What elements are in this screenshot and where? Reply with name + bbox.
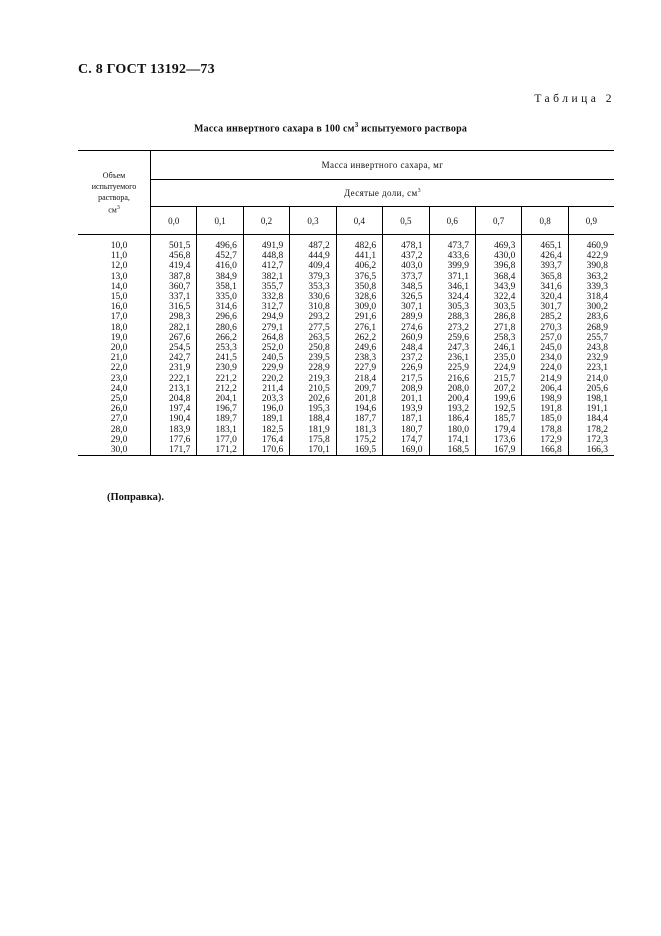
column-header: 0,1 bbox=[197, 207, 243, 235]
mass-cell: 249,6 bbox=[336, 343, 382, 353]
mass-cell: 237,2 bbox=[383, 353, 429, 363]
mass-cell: 298,3 bbox=[151, 312, 197, 322]
mass-cell: 393,7 bbox=[522, 261, 568, 271]
mass-cell: 166,8 bbox=[522, 445, 568, 456]
mass-cell: 224,0 bbox=[522, 363, 568, 373]
mass-cell: 213,1 bbox=[151, 384, 197, 394]
table-title-main: Масса инвертного сахара в 100 см bbox=[193, 123, 355, 135]
mass-cell: 222,1 bbox=[151, 374, 197, 384]
mass-cell: 184,4 bbox=[586, 414, 608, 425]
mass-cell: 175,8 bbox=[290, 435, 336, 445]
mass-cell: 191,1 bbox=[586, 404, 608, 415]
mass-cell: 255,7 bbox=[586, 332, 608, 343]
column-header: 0,5 bbox=[383, 207, 429, 235]
table-row bbox=[78, 445, 614, 456]
mass-cell: 274,6 bbox=[383, 323, 429, 333]
mass-cell: 343,9 bbox=[475, 282, 521, 292]
mass-cell: 310,8 bbox=[290, 302, 336, 312]
mass-cell: 183,9 bbox=[151, 425, 197, 435]
column-header: 0,4 bbox=[336, 207, 382, 235]
mass-cell: 176,4 bbox=[243, 435, 289, 445]
mass-cell: 277,5 bbox=[290, 323, 336, 333]
mass-cell: 177,6 bbox=[151, 435, 197, 445]
mass-cell: 211,4 bbox=[243, 384, 289, 394]
mass-cell: 177,0 bbox=[197, 435, 243, 445]
mass-cell: 169,5 bbox=[336, 445, 382, 456]
mass-cell: 288,3 bbox=[429, 312, 475, 322]
mass-cell: 373,7 bbox=[383, 272, 429, 282]
volume-cell: 23,0 bbox=[78, 374, 151, 384]
mass-cell: 206,4 bbox=[522, 384, 568, 394]
mass-cell: 174,1 bbox=[429, 435, 475, 445]
mass-cell: 379,3 bbox=[290, 272, 336, 282]
tenths-subheader bbox=[151, 180, 615, 207]
mass-cell: 318,4 bbox=[586, 292, 608, 303]
column-header: 0,6 bbox=[429, 207, 475, 235]
mass-cell: 168,5 bbox=[429, 445, 475, 456]
mass-cell: 264,8 bbox=[243, 333, 289, 343]
mass-cell: 433,6 bbox=[429, 251, 475, 261]
volume-cell: 22,0 bbox=[78, 363, 151, 373]
mass-cell: 187,1 bbox=[383, 414, 429, 424]
mass-cell: 215,7 bbox=[475, 374, 521, 384]
volume-cell: 16,0 bbox=[78, 302, 151, 312]
mass-cell: 263,5 bbox=[290, 333, 336, 343]
mass-cell: 253,3 bbox=[197, 343, 243, 353]
mass-cell: 328,6 bbox=[336, 292, 382, 302]
mass-cell: 268,9 bbox=[586, 322, 608, 333]
mass-cell: 368,4 bbox=[475, 272, 521, 282]
stub-header-line: раствора, bbox=[98, 192, 130, 202]
mass-cell: 198,1 bbox=[586, 394, 608, 405]
mass-cell: 200,4 bbox=[429, 394, 475, 404]
tenths-subheader-superscript: 3 bbox=[417, 188, 422, 194]
table-row bbox=[78, 282, 614, 292]
table-row bbox=[78, 374, 614, 384]
table-row bbox=[78, 333, 614, 343]
mass-cell: 241,5 bbox=[197, 353, 243, 363]
mass-cell: 187,7 bbox=[336, 414, 382, 424]
mass-cell: 196,0 bbox=[243, 404, 289, 414]
mass-cell: 482,6 bbox=[336, 235, 382, 252]
mass-cell: 201,1 bbox=[383, 394, 429, 404]
mass-cell: 330,6 bbox=[290, 292, 336, 302]
column-header: 0,7 bbox=[475, 207, 521, 235]
mass-cell: 194,6 bbox=[336, 404, 382, 414]
mass-cell: 226,9 bbox=[383, 363, 429, 373]
volume-cell: 26,0 bbox=[78, 404, 151, 414]
mass-cell: 170,1 bbox=[290, 445, 336, 456]
table-row bbox=[78, 435, 614, 445]
mass-cell: 167,9 bbox=[475, 445, 521, 456]
mass-cell: 309,0 bbox=[336, 302, 382, 312]
mass-cell: 191,8 bbox=[522, 404, 568, 414]
mass-cell: 301,7 bbox=[522, 302, 568, 312]
mass-cell: 312,7 bbox=[243, 302, 289, 312]
mass-cell: 196,7 bbox=[197, 404, 243, 414]
mass-cell: 382,1 bbox=[243, 272, 289, 282]
mass-cell: 305,3 bbox=[429, 302, 475, 312]
mass-cell: 437,2 bbox=[383, 251, 429, 261]
mass-cell: 192,5 bbox=[475, 404, 521, 414]
mass-cell: 172,9 bbox=[522, 435, 568, 445]
mass-cell: 230,9 bbox=[197, 363, 243, 373]
column-header: 0,9 bbox=[568, 207, 614, 235]
mass-cell: 339,3 bbox=[586, 281, 608, 292]
mass-cell: 199,6 bbox=[475, 394, 521, 404]
mass-cell: 267,6 bbox=[151, 333, 197, 343]
mass-cell: 448,8 bbox=[243, 251, 289, 261]
mass-cell: 456,8 bbox=[151, 251, 197, 261]
mass-cell: 201,8 bbox=[336, 394, 382, 404]
mass-cell: 180,0 bbox=[429, 425, 475, 435]
mass-cell: 181,3 bbox=[336, 425, 382, 435]
table-row bbox=[78, 272, 614, 282]
mass-cell: 332,8 bbox=[243, 292, 289, 302]
volume-column-header bbox=[78, 151, 151, 235]
mass-cell: 501,5 bbox=[151, 235, 197, 252]
volume-cell: 17,0 bbox=[78, 312, 151, 322]
table-row bbox=[78, 353, 614, 363]
mass-cell: 183,1 bbox=[197, 425, 243, 435]
mass-cell: 280,6 bbox=[197, 323, 243, 333]
mass-cell: 170,6 bbox=[243, 445, 289, 456]
mass-cell: 363,2 bbox=[586, 271, 608, 282]
table-row bbox=[78, 363, 614, 373]
mass-cell: 193,2 bbox=[429, 404, 475, 414]
mass-cell: 271,8 bbox=[475, 323, 521, 333]
mass-cell: 419,4 bbox=[151, 261, 197, 271]
mass-cell: 314,6 bbox=[197, 302, 243, 312]
table-row bbox=[78, 384, 614, 394]
volume-cell: 11,0 bbox=[78, 251, 151, 261]
mass-cell: 185,0 bbox=[522, 414, 568, 424]
stub-header-line bbox=[80, 203, 148, 216]
mass-cell: 348,5 bbox=[383, 282, 429, 292]
mass-cell: 293,2 bbox=[290, 312, 336, 322]
mass-cell: 322,4 bbox=[475, 292, 521, 302]
mass-cell: 182,5 bbox=[243, 425, 289, 435]
table-label: Таблица 2 bbox=[534, 93, 615, 105]
mass-cell: 207,2 bbox=[475, 384, 521, 394]
stub-header-superscript: 3 bbox=[116, 204, 120, 211]
mass-cell: 172,3 bbox=[586, 434, 608, 445]
volume-cell: 25,0 bbox=[78, 394, 151, 404]
mass-cell: 406,2 bbox=[336, 261, 382, 271]
volume-cell: 30,0 bbox=[78, 445, 151, 456]
mass-cell: 195,3 bbox=[290, 404, 336, 414]
amendment-note: (Поправка). bbox=[107, 492, 164, 503]
column-header: 0,0 bbox=[151, 207, 197, 235]
mass-cell: 262,2 bbox=[336, 333, 382, 343]
mass-cell: 341,6 bbox=[522, 282, 568, 292]
mass-cell: 173,6 bbox=[475, 435, 521, 445]
volume-cell: 10,0 bbox=[78, 235, 151, 252]
table-row bbox=[78, 394, 614, 404]
volume-cell: 28,0 bbox=[78, 425, 151, 435]
volume-cell: 24,0 bbox=[78, 384, 151, 394]
mass-cell: 282,1 bbox=[151, 323, 197, 333]
mass-cell: 219,3 bbox=[290, 374, 336, 384]
mass-cell: 189,1 bbox=[243, 414, 289, 424]
mass-cell: 238,3 bbox=[336, 353, 382, 363]
mass-cell: 346,1 bbox=[429, 282, 475, 292]
mass-cell: 259,6 bbox=[429, 333, 475, 343]
mass-cell: 243,8 bbox=[586, 343, 608, 354]
mass-cell: 204,1 bbox=[197, 394, 243, 404]
mass-cell: 216,6 bbox=[429, 374, 475, 384]
volume-cell: 27,0 bbox=[78, 414, 151, 424]
mass-cell: 396,8 bbox=[475, 261, 521, 271]
mass-cell: 223,1 bbox=[586, 363, 608, 374]
mass-cell: 175,2 bbox=[336, 435, 382, 445]
mass-cell: 390,8 bbox=[586, 261, 608, 272]
mass-cell: 358,1 bbox=[197, 282, 243, 292]
mass-cell: 166,3 bbox=[568, 445, 614, 456]
mass-cell: 353,3 bbox=[290, 282, 336, 292]
mass-cell: 403,0 bbox=[383, 261, 429, 271]
volume-cell: 20,0 bbox=[78, 343, 151, 353]
mass-cell: 387,8 bbox=[151, 272, 197, 282]
mass-cell: 460,9 bbox=[586, 241, 608, 251]
mass-cell: 371,1 bbox=[429, 272, 475, 282]
mass-cell: 422,9 bbox=[586, 251, 608, 262]
table-row bbox=[78, 343, 614, 353]
mass-cell: 254,5 bbox=[151, 343, 197, 353]
mass-cell: 205,6 bbox=[586, 383, 608, 394]
mass-cell: 214,9 bbox=[522, 374, 568, 384]
volume-cell: 12,0 bbox=[78, 261, 151, 271]
mass-cell: 276,1 bbox=[336, 323, 382, 333]
mass-cell: 246,1 bbox=[475, 343, 521, 353]
stub-header-unit: см bbox=[108, 205, 117, 215]
mass-cell: 426,4 bbox=[522, 251, 568, 261]
mass-cell: 188,4 bbox=[290, 414, 336, 424]
mass-cell: 289,9 bbox=[383, 312, 429, 322]
mass-cell: 221,2 bbox=[197, 374, 243, 384]
mass-cell: 185,7 bbox=[475, 414, 521, 424]
mass-cell: 220,2 bbox=[243, 374, 289, 384]
mass-cell: 452,7 bbox=[197, 251, 243, 261]
mass-cell: 178,2 bbox=[586, 424, 608, 435]
mass-cell: 232,9 bbox=[586, 353, 608, 364]
mass-cell: 273,2 bbox=[429, 323, 475, 333]
column-header: 0,3 bbox=[290, 207, 336, 235]
mass-cell: 360,7 bbox=[151, 282, 197, 292]
mass-cell: 208,9 bbox=[383, 384, 429, 394]
mass-cell: 242,7 bbox=[151, 353, 197, 363]
mass-cell: 229,9 bbox=[243, 363, 289, 373]
mass-cell: 473,7 bbox=[429, 235, 475, 252]
mass-cell: 248,4 bbox=[383, 343, 429, 353]
mass-cell: 283,6 bbox=[586, 312, 608, 323]
mass-cell: 384,9 bbox=[197, 272, 243, 282]
mass-cell: 178,8 bbox=[522, 425, 568, 435]
mass-cell: 307,1 bbox=[383, 302, 429, 312]
mass-cell: 198,9 bbox=[522, 394, 568, 404]
mass-group-header: Масса инвертного сахара, мг bbox=[151, 151, 615, 180]
mass-cell: 286,8 bbox=[475, 312, 521, 322]
tenths-subheader-text: Десятые доли, см bbox=[343, 188, 418, 198]
mass-cell: 252,0 bbox=[243, 343, 289, 353]
mass-cell: 469,3 bbox=[475, 235, 521, 252]
table-row bbox=[78, 312, 614, 322]
mass-cell: 487,2 bbox=[290, 235, 336, 252]
table-row bbox=[78, 235, 614, 252]
volume-cell: 21,0 bbox=[78, 353, 151, 363]
mass-cell: 210,5 bbox=[290, 384, 336, 394]
mass-cell: 496,6 bbox=[197, 235, 243, 252]
table-row bbox=[78, 251, 614, 261]
mass-cell: 444,9 bbox=[290, 251, 336, 261]
mass-cell: 239,5 bbox=[290, 353, 336, 363]
column-header: 0,8 bbox=[522, 207, 568, 235]
mass-cell: 231,9 bbox=[151, 363, 197, 373]
mass-cell: 285,2 bbox=[522, 312, 568, 322]
mass-cell: 180,7 bbox=[383, 425, 429, 435]
volume-cell: 14,0 bbox=[78, 282, 151, 292]
mass-cell: 416,0 bbox=[197, 261, 243, 271]
table-row bbox=[78, 404, 614, 414]
mass-cell: 365,8 bbox=[522, 272, 568, 282]
mass-cell: 214,0 bbox=[586, 373, 608, 384]
page-header: С. 8 ГОСТ 13192—73 bbox=[78, 62, 215, 77]
mass-cell: 212,2 bbox=[197, 384, 243, 394]
volume-cell: 13,0 bbox=[78, 272, 151, 282]
table-row bbox=[78, 302, 614, 312]
mass-cell: 430,0 bbox=[475, 251, 521, 261]
mass-cell: 186,4 bbox=[429, 414, 475, 424]
mass-cell: 291,6 bbox=[336, 312, 382, 322]
mass-cell: 258,3 bbox=[475, 333, 521, 343]
table-title-tail: испытуемого раствора bbox=[358, 123, 468, 135]
mass-cell: 441,1 bbox=[336, 251, 382, 261]
mass-cell: 193,9 bbox=[383, 404, 429, 414]
mass-cell: 260,9 bbox=[383, 333, 429, 343]
volume-cell: 15,0 bbox=[78, 292, 151, 302]
mass-cell: 250,8 bbox=[290, 343, 336, 353]
mass-cell: 208,0 bbox=[429, 384, 475, 394]
mass-cell: 355,7 bbox=[243, 282, 289, 292]
table-title-superscript: 3 bbox=[354, 121, 359, 129]
mass-cell: 296,6 bbox=[197, 312, 243, 322]
mass-cell: 236,1 bbox=[429, 353, 475, 363]
mass-cell: 235,0 bbox=[475, 353, 521, 363]
mass-cell: 337,1 bbox=[151, 292, 197, 302]
mass-cell: 412,7 bbox=[243, 261, 289, 271]
mass-cell: 204,8 bbox=[151, 394, 197, 404]
stub-header-line: испытуемого bbox=[91, 181, 137, 191]
mass-cell: 218,4 bbox=[336, 374, 382, 384]
table-row bbox=[78, 261, 614, 271]
volume-cell: 29,0 bbox=[78, 435, 151, 445]
mass-cell: 294,9 bbox=[243, 312, 289, 322]
mass-cell: 179,4 bbox=[475, 425, 521, 435]
column-header: 0,2 bbox=[243, 207, 289, 235]
mass-cell: 316,5 bbox=[151, 302, 197, 312]
table-title bbox=[0, 121, 661, 134]
mass-cell: 257,0 bbox=[522, 333, 568, 343]
mass-cell: 303,5 bbox=[475, 302, 521, 312]
mass-cell: 228,9 bbox=[290, 363, 336, 373]
table-row bbox=[78, 414, 614, 424]
mass-cell: 181,9 bbox=[290, 425, 336, 435]
mass-cell: 189,7 bbox=[197, 414, 243, 424]
mass-cell: 409,4 bbox=[290, 261, 336, 271]
mass-cell: 335,0 bbox=[197, 292, 243, 302]
mass-cell: 169,0 bbox=[383, 445, 429, 456]
table-row bbox=[78, 323, 614, 333]
mass-cell: 324,4 bbox=[429, 292, 475, 302]
sugar-mass-table bbox=[78, 150, 614, 456]
mass-cell: 279,1 bbox=[243, 323, 289, 333]
mass-cell: 266,2 bbox=[197, 333, 243, 343]
mass-cell: 225,9 bbox=[429, 363, 475, 373]
mass-cell: 190,4 bbox=[151, 414, 197, 424]
mass-cell: 320,4 bbox=[522, 292, 568, 302]
mass-cell: 234,0 bbox=[522, 353, 568, 363]
mass-cell: 300,2 bbox=[586, 302, 608, 313]
mass-cell: 171,2 bbox=[197, 445, 243, 456]
mass-cell: 245,0 bbox=[522, 343, 568, 353]
mass-cell: 227,9 bbox=[336, 363, 382, 373]
mass-cell: 240,5 bbox=[243, 353, 289, 363]
mass-cell: 350,8 bbox=[336, 282, 382, 292]
volume-cell: 19,0 bbox=[78, 333, 151, 343]
mass-cell: 491,9 bbox=[243, 235, 289, 252]
mass-cell: 376,5 bbox=[336, 272, 382, 282]
mass-cell: 217,5 bbox=[383, 374, 429, 384]
mass-cell: 465,1 bbox=[522, 235, 568, 252]
volume-cell: 18,0 bbox=[78, 323, 151, 333]
mass-cell: 326,5 bbox=[383, 292, 429, 302]
mass-cell: 224,9 bbox=[475, 363, 521, 373]
stub-header-line: Объем bbox=[102, 170, 126, 180]
mass-cell: 202,6 bbox=[290, 394, 336, 404]
mass-cell: 197,4 bbox=[151, 404, 197, 414]
mass-cell: 209,7 bbox=[336, 384, 382, 394]
mass-cell: 247,3 bbox=[429, 343, 475, 353]
table-row bbox=[78, 292, 614, 302]
table-row bbox=[78, 425, 614, 435]
mass-cell: 203,3 bbox=[243, 394, 289, 404]
mass-cell: 270,3 bbox=[522, 323, 568, 333]
mass-cell: 171,7 bbox=[151, 445, 197, 456]
mass-cell: 174,7 bbox=[383, 435, 429, 445]
mass-cell: 399,9 bbox=[429, 261, 475, 271]
mass-cell: 478,1 bbox=[383, 235, 429, 252]
